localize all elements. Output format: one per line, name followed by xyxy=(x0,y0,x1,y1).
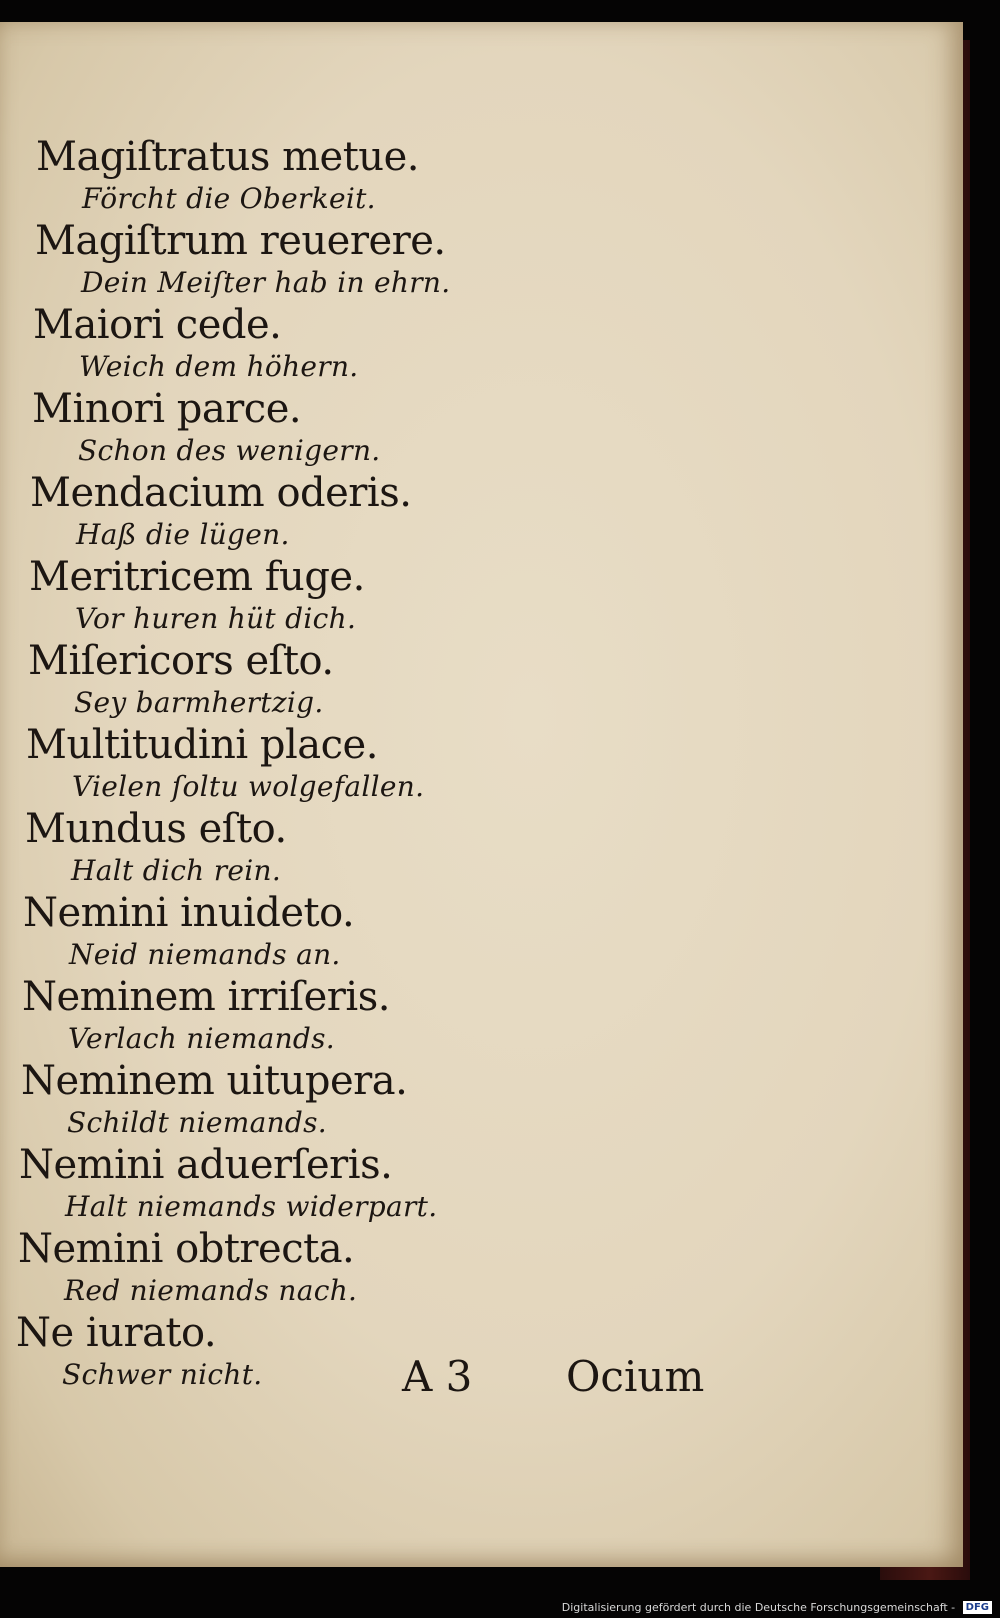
latin-maxim: Mundus eſto. xyxy=(25,806,287,852)
catchword: Ocium xyxy=(566,1352,705,1401)
german-translation: Schon des wenigern. xyxy=(78,434,381,467)
proverb-entry xyxy=(0,802,930,886)
proverb-entry xyxy=(0,382,930,466)
digitization-credit xyxy=(562,1601,992,1615)
proverb-entry xyxy=(0,1138,930,1222)
german-translation: Haß die lügen. xyxy=(76,518,290,551)
latin-maxim: Magiſtrum reuerere. xyxy=(35,218,446,264)
latin-maxim: Meritricem fuge. xyxy=(29,554,365,600)
page-footer-line xyxy=(0,1352,930,1412)
proverb-entry xyxy=(0,214,930,298)
latin-maxim: Miſericors eſto. xyxy=(28,638,334,684)
german-translation: Halt dich rein. xyxy=(71,854,282,887)
latin-maxim: Neminem irriſeris. xyxy=(22,974,390,1020)
signature-mark: A 3 xyxy=(402,1352,473,1401)
proverb-entry xyxy=(0,718,930,802)
text-block xyxy=(0,130,930,1390)
latin-maxim: Nemini aduerſeris. xyxy=(19,1142,393,1188)
german-translation: Red niemands nach. xyxy=(64,1274,358,1307)
german-translation: Halt niemands widerpart. xyxy=(65,1190,438,1223)
book-page xyxy=(0,22,963,1567)
dfg-logo: DFG xyxy=(963,1601,992,1614)
german-translation: Dein Meiſter hab in ehrn. xyxy=(81,266,451,299)
latin-maxim: Nemini obtrecta. xyxy=(18,1226,355,1272)
proverb-entry xyxy=(0,466,930,550)
credit-text: Digitalisierung gefördert durch die Deutsche Forschungsgemeinschaft - xyxy=(561,1600,956,1614)
german-translation: Verlach niemands. xyxy=(68,1022,335,1055)
latin-maxim: Magiſtratus metue. xyxy=(36,134,419,180)
latin-maxim: Multitudini place. xyxy=(26,722,378,768)
proverb-entry xyxy=(0,886,930,970)
proverb-entry xyxy=(0,130,930,214)
german-translation: Förcht die Oberkeit. xyxy=(82,182,376,215)
german-translation: Neid niemands an. xyxy=(69,938,341,971)
proverb-entry xyxy=(0,1054,930,1138)
german-translation: Schildt niemands. xyxy=(67,1106,328,1139)
latin-maxim: Maiori cede. xyxy=(33,302,282,348)
latin-maxim: Mendacium oderis. xyxy=(30,470,412,516)
german-translation: Vielen ſoltu wolgefallen. xyxy=(72,770,425,803)
proverb-entry xyxy=(0,970,930,1054)
proverb-entry xyxy=(0,1222,930,1306)
proverb-entry xyxy=(0,550,930,634)
latin-maxim: Neminem uitupera. xyxy=(21,1058,408,1104)
proverb-entry xyxy=(0,298,930,382)
latin-maxim: Nemini inuideto. xyxy=(23,890,355,936)
latin-maxim: Minori parce. xyxy=(32,386,302,432)
german-translation: Weich dem höhern. xyxy=(79,350,359,383)
latin-maxim: Ne iurato. xyxy=(16,1310,217,1356)
german-translation: Vor huren hüt dich. xyxy=(75,602,357,635)
german-translation: Sey barmhertzig. xyxy=(74,686,324,719)
german-translation: Schwer nicht. xyxy=(62,1358,263,1391)
proverb-entry xyxy=(0,634,930,718)
